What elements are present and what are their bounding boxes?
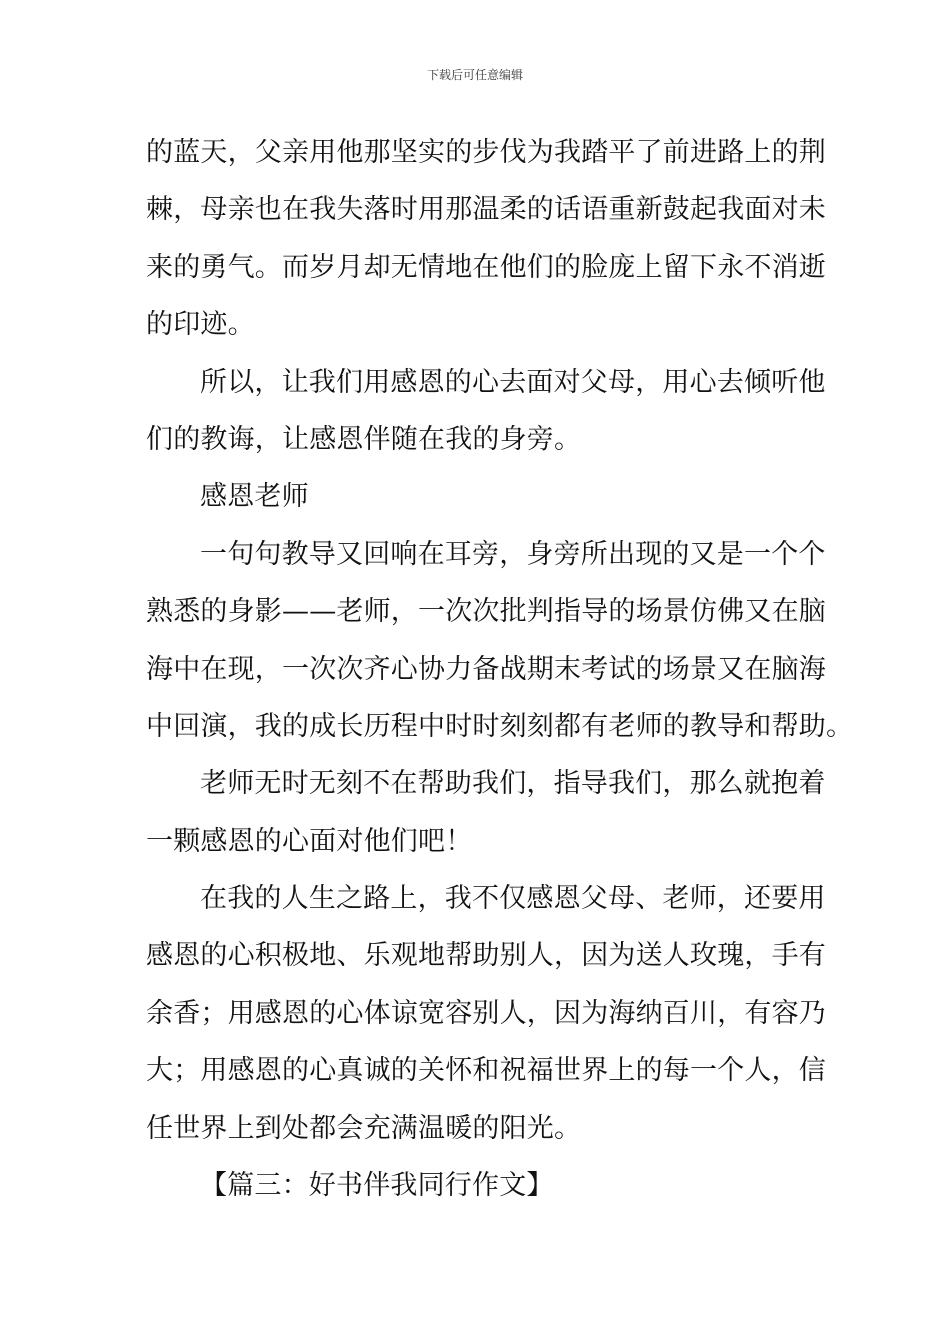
- text-line: 任世界上到处都会充满温暖的阳光。: [146, 1112, 582, 1144]
- chapter-heading: 【篇三：好书伴我同行作文】: [200, 1170, 554, 1202]
- text-line: 余香；用感恩的心体谅宽容别人，因为海纳百川，有容乃: [146, 997, 826, 1029]
- text-line: 感恩的心积极地、乐观地帮助别人，因为送人玫瑰，手有: [146, 940, 826, 972]
- section-heading: 感恩老师: [200, 481, 309, 513]
- page-header: 下载后可任意编辑: [426, 68, 523, 82]
- text-line: 们的教诲，让感恩伴随在我的身旁。: [146, 423, 582, 455]
- paragraph-first-line: 老师无时无刻不在帮助我们，指导我们，那么就抱着: [200, 768, 826, 800]
- text-line: 的蓝天，父亲用他那坚实的步伐为我踏平了前进路上的荆: [146, 137, 826, 168]
- text-line: 棘，母亲也在我失落时用那温柔的话语重新鼓起我面对未: [146, 194, 826, 226]
- text-line: 海中在现，一次次齐心协力备战期末考试的场景又在脑海: [146, 653, 826, 685]
- document-body: [146, 124, 854, 1214]
- text-line: 中回演，我的成长历程中时时刻刻都有老师的教导和帮助。: [146, 710, 854, 742]
- text-line: 熟悉的身影——老师，一次次批判指导的场景仿佛又在脑: [146, 596, 826, 628]
- paragraph-first-line: 在我的人生之路上，我不仅感恩父母、老师，还要用: [200, 883, 826, 915]
- text-line: 来的勇气。而岁月却无情地在他们的脸庞上留下永不消逝: [146, 251, 826, 283]
- text-line: 的印迹。: [146, 309, 255, 341]
- paragraph-first-line: 一句句教导又回响在耳旁，身旁所出现的又是一个个: [200, 538, 826, 570]
- text-line: 一颗感恩的心面对他们吧！: [146, 825, 473, 857]
- paragraph-first-line: 所以，让我们用感恩的心去面对父母，用心去倾听他: [200, 366, 826, 398]
- text-line: 大；用感恩的心真诚的关怀和祝福世界上的每一个人，信: [146, 1055, 826, 1087]
